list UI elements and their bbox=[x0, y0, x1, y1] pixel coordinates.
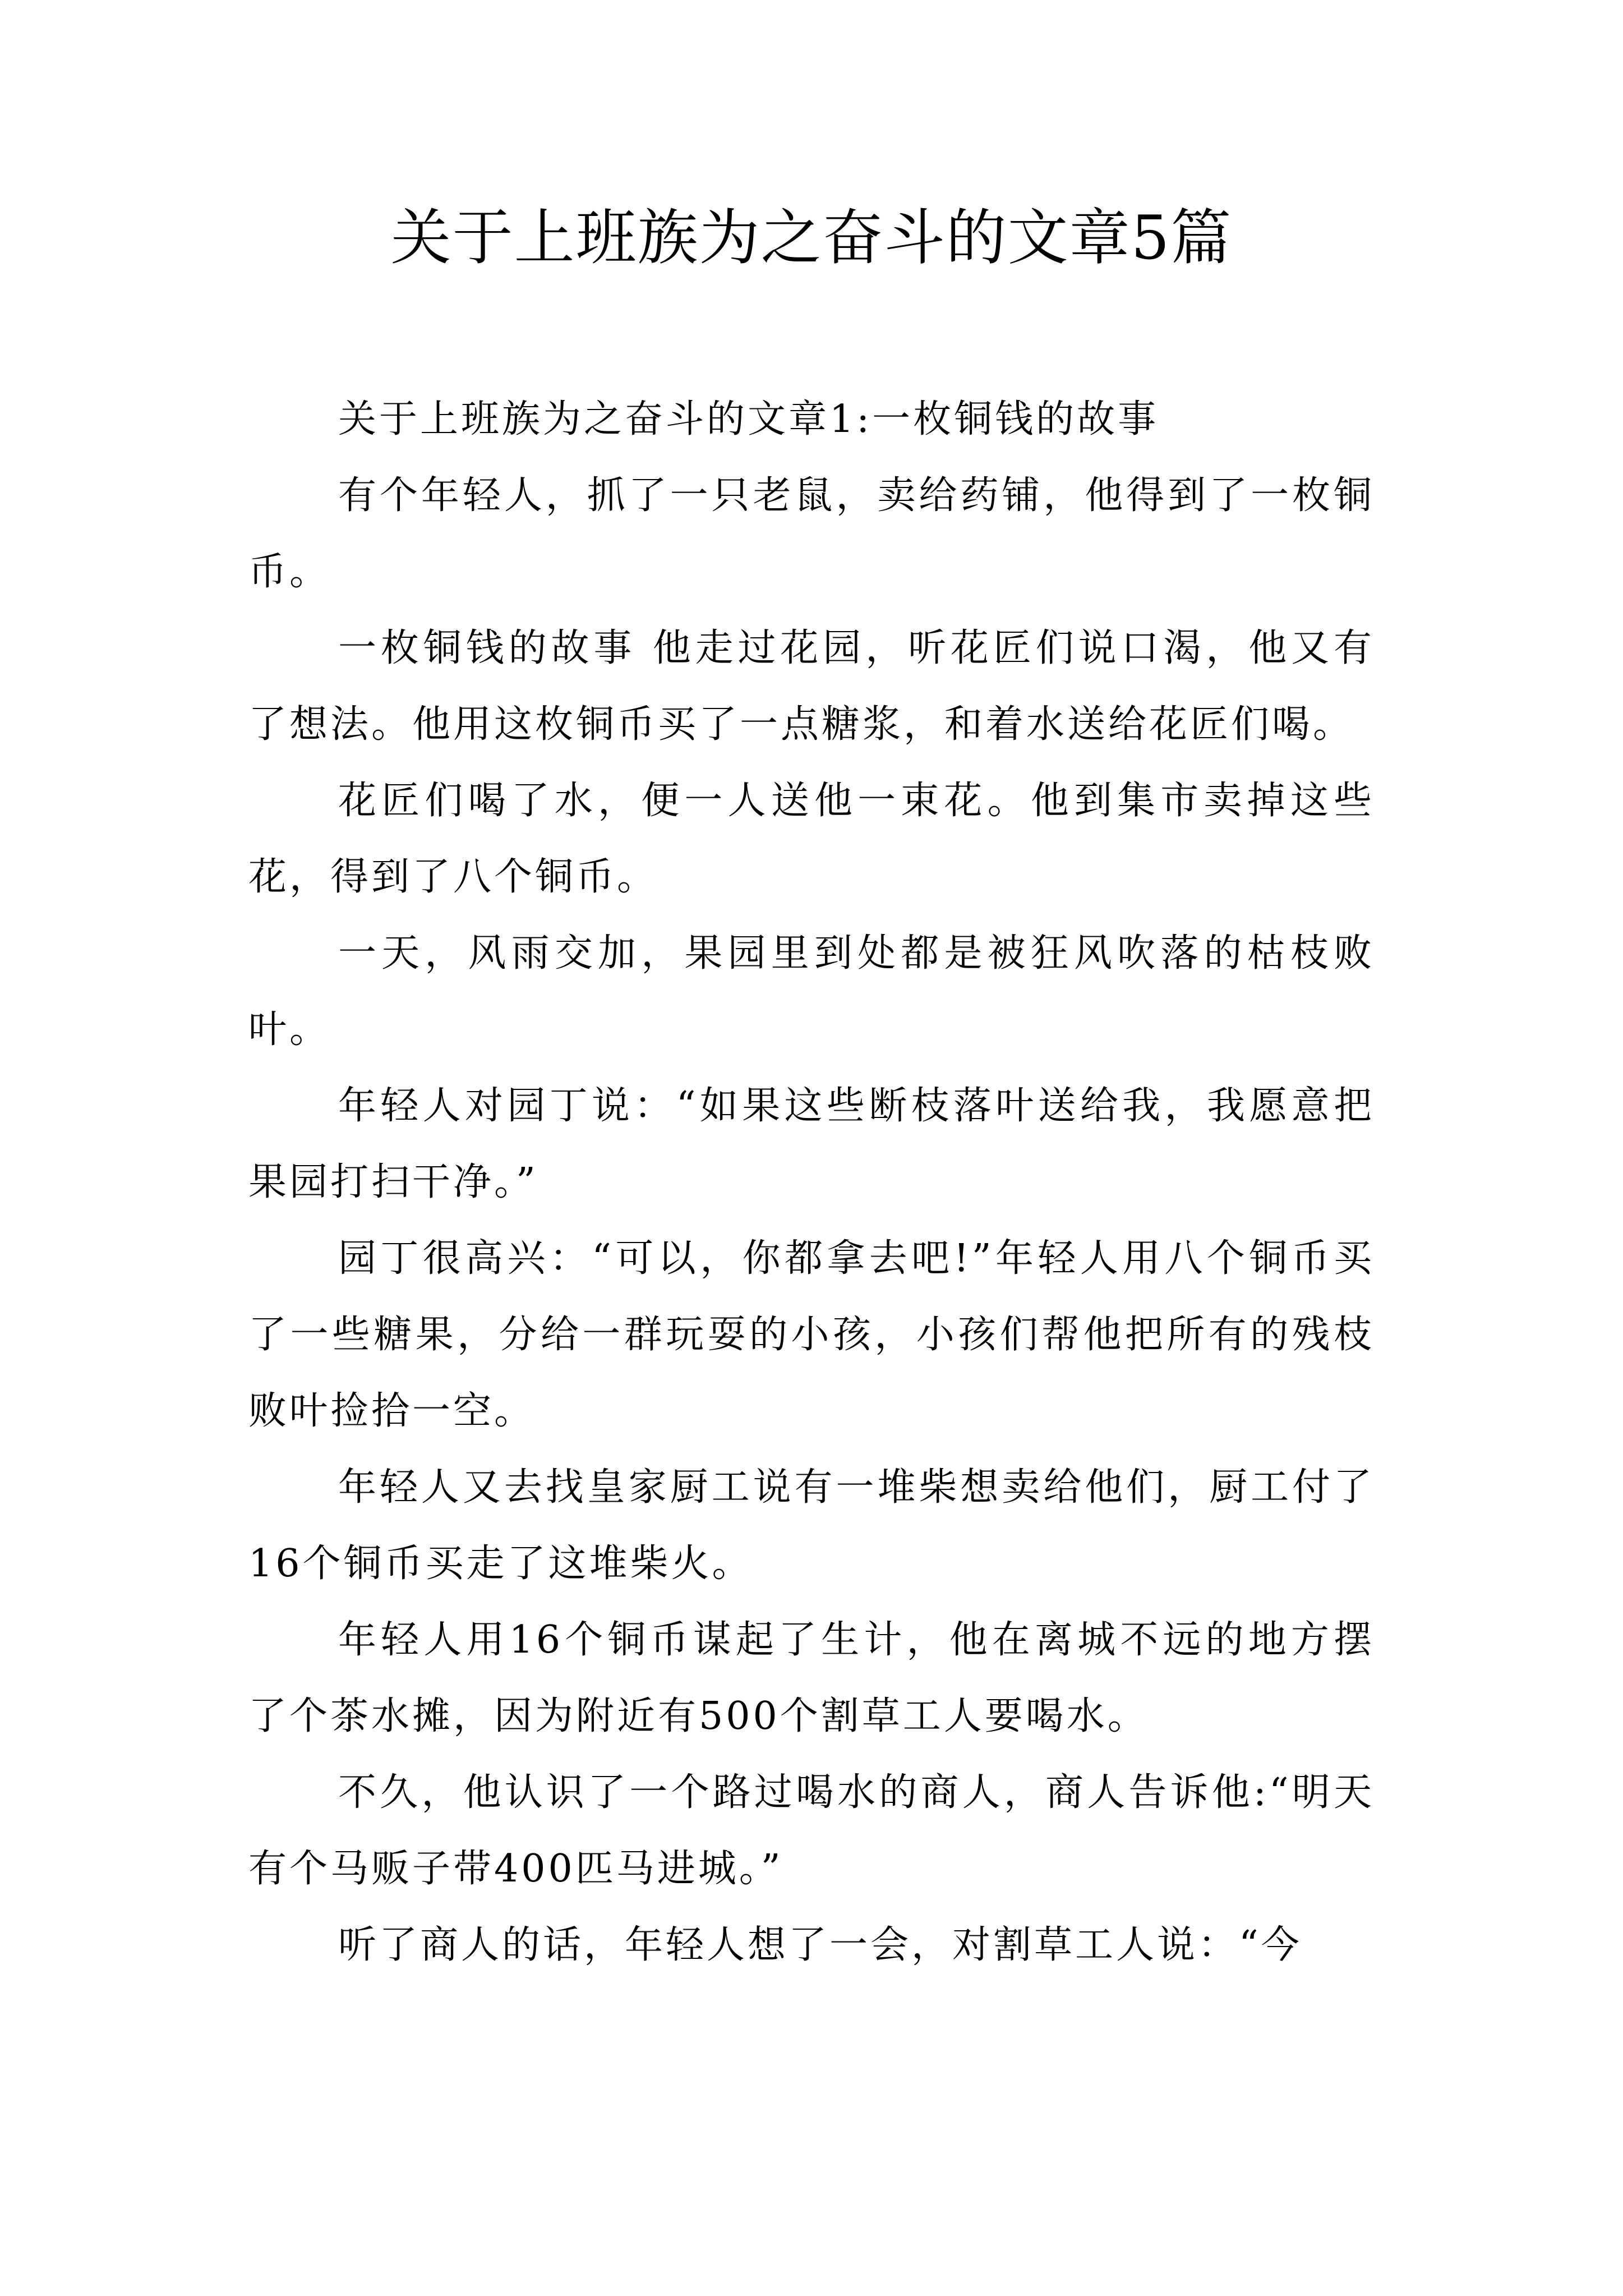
paragraph: 年轻人用16个铜币谋起了生计，他在离城不远的地方摆了个茶水摊，因为附近有500个割草工人要喝水。 bbox=[248, 1618, 1375, 1738]
paragraph: 不久，他认识了一个路过喝水的商人，商人告诉他:“明天有个马贩子带400匹马进城。” bbox=[248, 1770, 1375, 1891]
paragraph: 花匠们喝了水，便一人送他一束花。他到集市卖掉这些花，得到了八个铜币。 bbox=[248, 779, 1375, 899]
document-title: 关于上班族为之奋斗的文章5篇 bbox=[390, 203, 1233, 273]
document-body bbox=[248, 381, 1375, 1984]
paragraph: 一枚铜钱的故事 他走过花园，听花匠们说口渴，他又有了想法。他用这枚铜币买了一点糖浆，和着水送给花匠们喝。 bbox=[248, 626, 1375, 747]
paragraph: 听了商人的话，年轻人想了一会，对割草工人说：“今 bbox=[338, 1923, 1302, 1967]
paragraph: 一天，风雨交加，果园里到处都是被狂风吹落的枯枝败叶。 bbox=[248, 931, 1375, 1052]
paragraph: 年轻人对园丁说：“如果这些断枝落叶送给我，我愿意把果园打扫干净。” bbox=[248, 1084, 1375, 1204]
paragraph: 有个年轻人，抓了一只老鼠，卖给药铺，他得到了一枚铜币。 bbox=[248, 473, 1375, 594]
paragraph-heading: 关于上班族为之奋斗的文章1:一枚铜钱的故事 bbox=[338, 397, 1159, 441]
paragraph: 园丁很高兴：“可以，你都拿去吧!”年轻人用八个铜币买了一些糖果，分给一群玩耍的小孩，小孩们帮他把所有的残枝败叶捡拾一空。 bbox=[248, 1236, 1375, 1433]
paragraph: 年轻人又去找皇家厨工说有一堆柴想卖给他们，厨工付了16个铜币买走了这堆柴火。 bbox=[248, 1465, 1375, 1586]
